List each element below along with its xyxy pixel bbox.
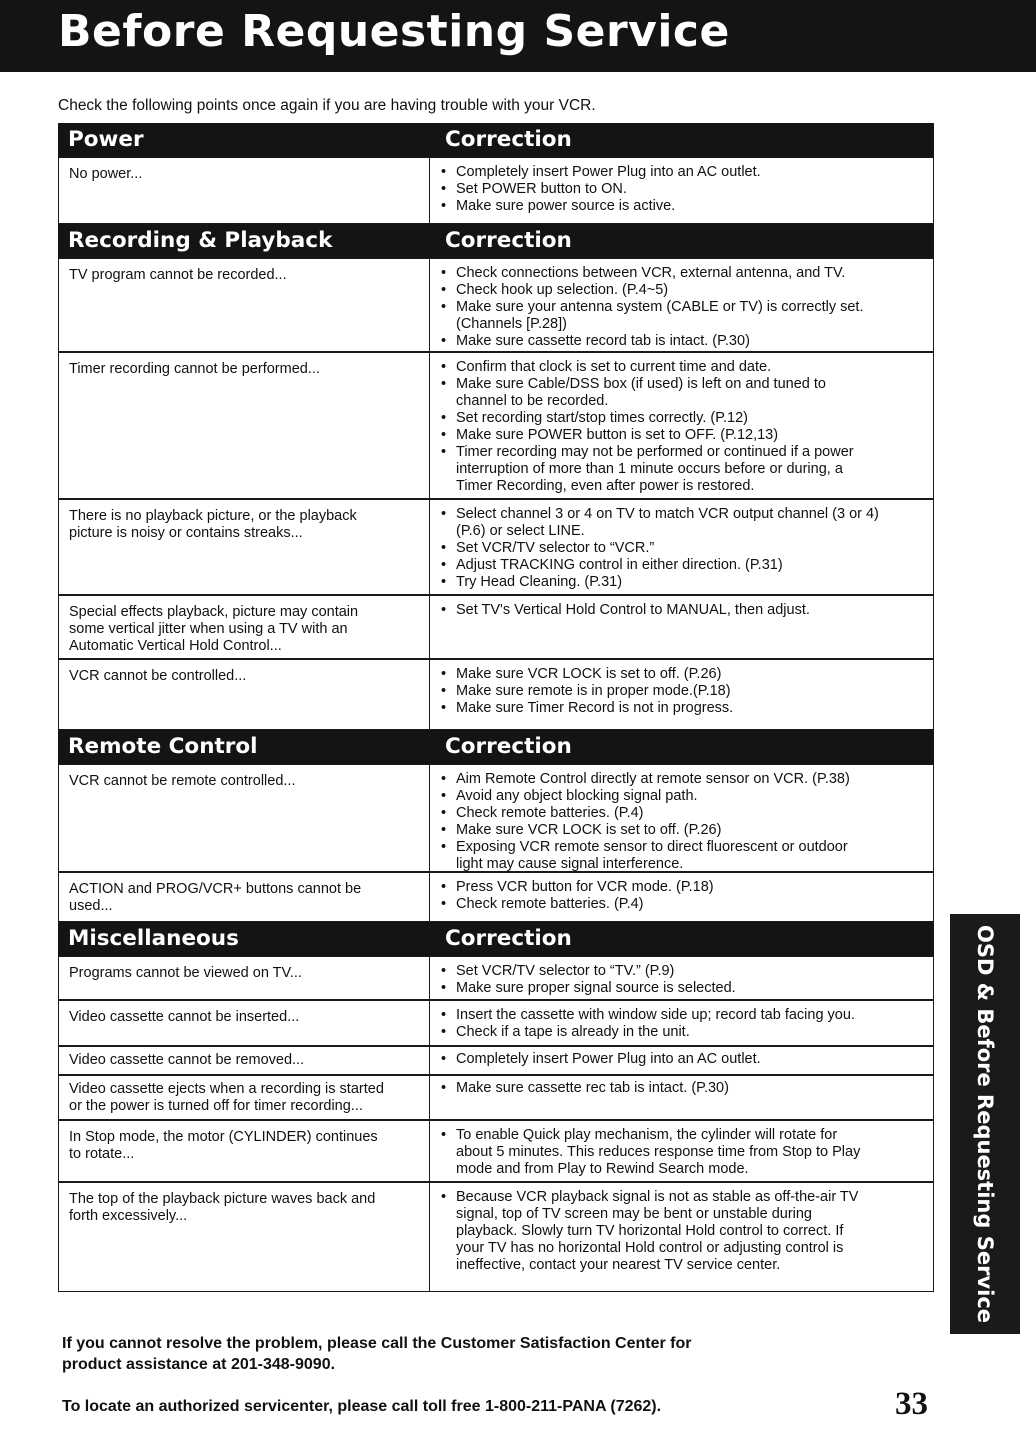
support-call-text: If you cannot resolve the problem, please call the Customer Satisfaction Center for product assistance at 201-348-9090.: [62, 1335, 692, 1373]
table-row: [58, 872, 934, 922]
correction-item: • Set VCR/TV selector to “TV.” (P.9): [441, 963, 931, 980]
correction-item: • Avoid any object blocking signal path.: [441, 788, 931, 805]
problem-text: In Stop mode, the motor (CYLINDER) continues to rotate...: [69, 1129, 378, 1162]
correction-item: • Set VCR/TV selector to “VCR.”: [441, 540, 931, 557]
service-footer: [62, 1312, 822, 1438]
correction-list: [441, 164, 931, 215]
problem-text: TV program cannot be recorded...: [69, 267, 287, 283]
correction-item: • Make sure Cable/DSS box (if used) is left on and tuned to channel to be recorded.: [441, 376, 931, 410]
problem-text: ACTION and PROG/VCR+ buttons cannot be used...: [69, 881, 362, 914]
correction-item: • Check remote batteries. (P.4): [441, 805, 931, 822]
section-side-tab: [950, 914, 1020, 1334]
intro-text: Check the following points once again if you are having trouble with your VCR.: [58, 97, 596, 114]
table-row: [58, 956, 934, 1000]
problem-text: Special effects playback, picture may contain some vertical jitter when using a TV with an Automatic Vertical Hold Control...: [69, 604, 359, 654]
problem-text: The top of the playback picture waves back and forth excessively...: [69, 1191, 376, 1224]
problem-text: Programs cannot be viewed on TV...: [69, 965, 302, 981]
page-title: Before Requesting Service: [58, 6, 730, 57]
problem-text: Video cassette cannot be inserted...: [69, 1009, 300, 1025]
section-header-miscellaneous: [58, 922, 934, 956]
table-row: [58, 1075, 934, 1120]
correction-item: • Make sure your antenna system (CABLE or TV) is correctly set. (Channels [P.28]): [441, 299, 931, 333]
section-header-recording-playback: [58, 224, 934, 258]
correction-item: • Press VCR button for VCR mode. (P.18): [441, 879, 931, 896]
correction-item: • Make sure POWER button is set to OFF. (P.12,13): [441, 427, 931, 444]
title-bar: [0, 0, 1036, 72]
problem-text: VCR cannot be remote controlled...: [69, 773, 296, 789]
correction-list: [441, 1007, 931, 1041]
correction-list: [441, 602, 931, 619]
correction-item: • Make sure Timer Record is not in progress.: [441, 700, 931, 717]
correction-heading: Correction: [445, 734, 572, 759]
correction-list: [441, 771, 931, 873]
correction-item: • Exposing VCR remote sensor to direct fluorescent or outdoor light may cause signal interference.: [441, 839, 931, 873]
correction-item: • Check remote batteries. (P.4): [441, 896, 931, 913]
correction-item: • Make sure cassette rec tab is intact. (P.30): [441, 1080, 931, 1097]
correction-list: [441, 265, 931, 350]
correction-item: • Check connections between VCR, external antenna, and TV.: [441, 265, 931, 282]
correction-item: • Make sure proper signal source is selected.: [441, 980, 931, 997]
correction-list: [441, 506, 931, 591]
section-header-power: [58, 123, 934, 157]
problem-text: Video cassette cannot be removed...: [69, 1052, 305, 1068]
correction-item: • Make sure remote is in proper mode.(P.18): [441, 683, 931, 700]
correction-item: • Because VCR playback signal is not as stable as off-the-air TV signal, top of TV screen may be bent or unstable during playback. Slowly turn TV horizontal Hold control to correct. If your TV has no horizontal Hold control or adjusting control is ineffective, contact your nearest TV service center.: [441, 1189, 931, 1274]
category-heading: Miscellaneous: [68, 926, 239, 951]
correction-list: [441, 1189, 931, 1274]
correction-list: [441, 879, 931, 913]
problem-text: There is no playback picture, or the playback picture is noisy or contains streaks...: [69, 508, 357, 541]
correction-item: • Set recording start/stop times correctly. (P.12): [441, 410, 931, 427]
correction-item: • Check hook up selection. (P.4~5): [441, 282, 931, 299]
servicenter-call-text: To locate an authorized servicenter, please call toll free 1-800-211-PANA (7262).: [62, 1398, 662, 1415]
table-row: [58, 499, 934, 595]
correction-item: • Make sure power source is active.: [441, 198, 931, 215]
correction-item: • Aim Remote Control directly at remote sensor on VCR. (P.38): [441, 771, 931, 788]
table-row: [58, 764, 934, 872]
table-row: [58, 157, 934, 224]
table-row: [58, 258, 934, 352]
table-row: [58, 595, 934, 659]
table-row: [58, 659, 934, 730]
section-header-remote-control: [58, 730, 934, 764]
correction-item: • Set POWER button to ON.: [441, 181, 931, 198]
problem-text: Timer recording cannot be performed...: [69, 361, 320, 377]
problem-text: VCR cannot be controlled...: [69, 668, 247, 684]
correction-item: • Check if a tape is already in the unit.: [441, 1024, 931, 1041]
correction-list: [441, 1127, 931, 1178]
category-heading: Recording & Playback: [68, 228, 333, 253]
correction-item: • Confirm that clock is set to current time and date.: [441, 359, 931, 376]
table-row: [58, 352, 934, 499]
table-row: [58, 1120, 934, 1182]
table-row: [58, 1000, 934, 1046]
correction-list: [441, 1051, 931, 1068]
correction-list: [441, 666, 931, 717]
correction-item: • Try Head Cleaning. (P.31): [441, 574, 931, 591]
correction-heading: Correction: [445, 127, 572, 152]
problem-text: No power...: [69, 166, 143, 182]
correction-item: • Insert the cassette with window side up; record tab facing you.: [441, 1007, 931, 1024]
correction-list: [441, 963, 931, 997]
table-row: [58, 1182, 934, 1292]
correction-item: • Completely insert Power Plug into an AC outlet.: [441, 1051, 931, 1068]
correction-item: • Make sure VCR LOCK is set to off. (P.26): [441, 822, 931, 839]
correction-item: • Select channel 3 or 4 on TV to match VCR output channel (3 or 4) (P.6) or select LINE.: [441, 506, 931, 540]
correction-heading: Correction: [445, 228, 572, 253]
correction-heading: Correction: [445, 926, 572, 951]
correction-item: • Timer recording may not be performed or continued if a power interruption of more than 1 minute occurs before or during, a Timer Recording, even after power is restored.: [441, 444, 931, 495]
correction-item: • Make sure VCR LOCK is set to off. (P.26): [441, 666, 931, 683]
correction-list: [441, 1080, 931, 1097]
correction-item: • To enable Quick play mechanism, the cylinder will rotate for about 5 minutes. This reduces response time from Stop to Play mode and from Play to Rewind Search mode.: [441, 1127, 931, 1178]
correction-item: • Adjust TRACKING control in either direction. (P.31): [441, 557, 931, 574]
page-number: 33: [895, 1386, 928, 1422]
correction-item: • Set TV's Vertical Hold Control to MANUAL, then adjust.: [441, 602, 931, 619]
correction-list: [441, 359, 931, 495]
category-heading: Remote Control: [68, 734, 258, 759]
side-tab-label: OSD & Before Requesting Service: [973, 924, 997, 1324]
correction-item: • Make sure cassette record tab is intact. (P.30): [441, 333, 931, 350]
table-row: [58, 1046, 934, 1075]
correction-item: • Completely insert Power Plug into an AC outlet.: [441, 164, 931, 181]
problem-text: Video cassette ejects when a recording is started or the power is turned off for timer recording...: [69, 1081, 384, 1114]
category-heading: Power: [68, 127, 144, 152]
